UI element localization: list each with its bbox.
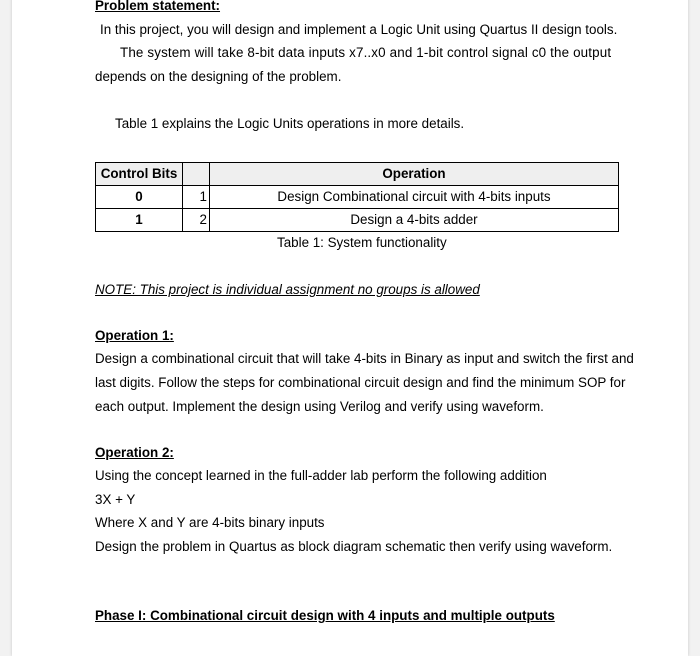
note-text: NOTE: This project is individual assignment no groups is allowed bbox=[95, 282, 480, 297]
table-row bbox=[96, 209, 619, 232]
operation1-line2: last digits. Follow the steps for combinational circuit design and find the minimum SOP for bbox=[95, 375, 626, 390]
operation1-line1: Design a combinational circuit that will take 4-bits in Binary as input and switch the first and bbox=[95, 351, 634, 366]
number-header bbox=[183, 163, 210, 186]
control-bit-cell: 1 bbox=[96, 209, 183, 232]
operation-header: Operation bbox=[210, 163, 619, 186]
system-functionality-table bbox=[95, 162, 619, 232]
operation-number-cell: 2 bbox=[183, 209, 210, 232]
system-text-line2: depends on the designing of the problem. bbox=[95, 69, 342, 84]
system-text-line1: The system will take 8-bit data inputs x7..x0 and 1-bit control signal c0 the output bbox=[120, 45, 612, 60]
operation-cell: Design Combinational circuit with 4-bits inputs bbox=[210, 186, 619, 209]
operation2-line1: Using the concept learned in the full-adder lab perform the following addition bbox=[95, 468, 547, 483]
phase1-heading: Phase I: Combinational circuit design with 4 inputs and multiple outputs bbox=[95, 608, 555, 623]
problem-statement-heading: Problem statement: bbox=[95, 0, 221, 13]
operation2-heading: Operation 2: bbox=[95, 445, 174, 460]
control-bit-cell: 0 bbox=[96, 186, 183, 209]
operation1-heading: Operation 1: bbox=[95, 328, 174, 343]
operation2-formula: 3X + Y bbox=[95, 492, 136, 507]
control-bits-header: Control Bits bbox=[96, 163, 183, 186]
intro-text: In this project, you will design and implement a Logic Unit using Quartus II design tools. bbox=[100, 22, 618, 37]
table-row bbox=[96, 186, 619, 209]
table-header-row bbox=[96, 163, 619, 186]
operation2-line4: Design the problem in Quartus as block diagram schematic then verify using waveform. bbox=[95, 539, 613, 554]
operation2-line3: Where X and Y are 4-bits binary inputs bbox=[95, 515, 325, 530]
table-intro-text: Table 1 explains the Logic Units operations in more details. bbox=[115, 116, 465, 131]
operation-cell: Design a 4-bits adder bbox=[210, 209, 619, 232]
operation-number-cell: 1 bbox=[183, 186, 210, 209]
table-caption: Table 1: System functionality bbox=[277, 235, 447, 250]
operation1-line3: each output. Implement the design using Verilog and verify using waveform. bbox=[95, 399, 544, 414]
